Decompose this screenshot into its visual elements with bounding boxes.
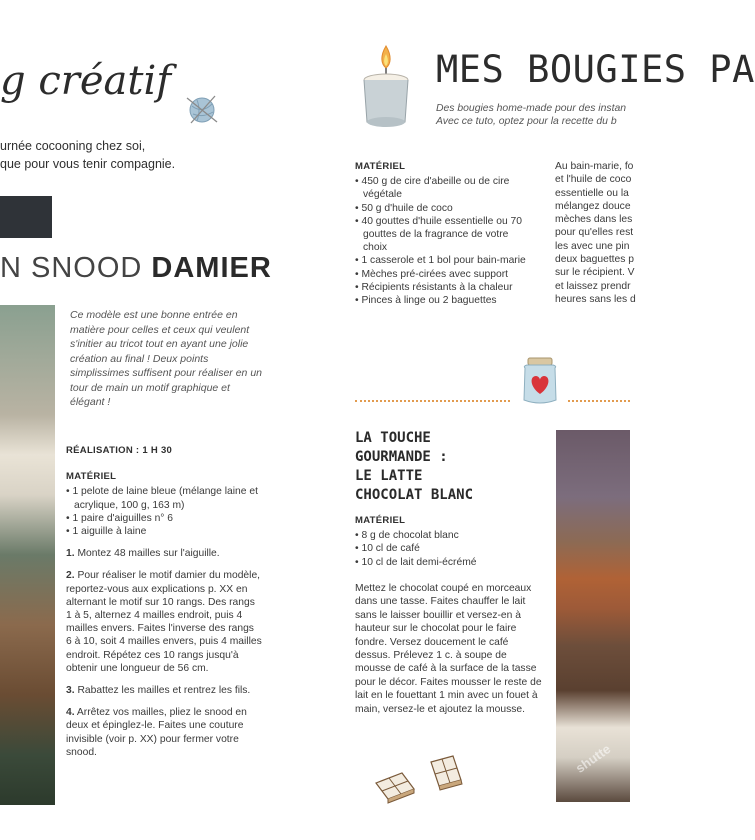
- latte-title-line: LE LATTE: [355, 468, 423, 484]
- list-item: • 10 cl de café: [355, 542, 545, 555]
- snood-title-bold: DAMIER: [151, 252, 272, 284]
- list-item: • Mèches pré-cirées avec support: [355, 268, 535, 281]
- latte-title: [355, 429, 473, 505]
- snood-title-prefix: N SNOOD: [0, 252, 152, 284]
- yarn-ball-icon: [185, 92, 219, 126]
- candle-materiel: [355, 160, 535, 307]
- intro-line: urnée cocooning chez soi,: [0, 139, 146, 153]
- step-text: Montez 48 mailles sur l'aiguille.: [77, 548, 220, 560]
- latte-photo: [556, 430, 630, 802]
- candle-method: [555, 160, 645, 306]
- step-number: 4.: [66, 707, 75, 719]
- left-page-intro: [0, 137, 200, 173]
- step-text: Pour réaliser le motif damier du modèle, reportez-vous aux explications p. XX en alternant le motif sur 10 rangs. Des rangs 1 à 5, alternez 4 mailles endroit, puis 4 mailles envers. Faites l'inverse des rangs 6 à 10, soit 4 mailles envers, puis 4 mailles endroit. Répétez ces 10 rangs jusqu'à obtenir une longueur de 56 cm.: [66, 570, 262, 674]
- chocolate-icon: [372, 767, 418, 805]
- candle-icon: [355, 42, 417, 132]
- list-item: • 1 paire d'aiguilles n° 6: [66, 512, 262, 525]
- list-item: • 50 g d'huile de coco: [355, 202, 535, 215]
- materiel-label: MATÉRIEL: [355, 161, 406, 172]
- list-item: • 450 g de cire d'abeille ou de cire végétale: [355, 175, 535, 201]
- materiel-list: [355, 175, 535, 307]
- materiel-list: [355, 529, 545, 569]
- realisation-time: RÉALISATION : 1 H 30: [66, 445, 173, 456]
- step-number: 1.: [66, 548, 75, 560]
- heart-jar-icon: [519, 356, 561, 406]
- method-line: mélangez douce: [555, 200, 631, 212]
- step-number: 2.: [66, 570, 75, 582]
- list-item: • 1 casserole et 1 bol pour bain-marie: [355, 254, 535, 267]
- section-tab-block: [0, 196, 52, 238]
- right-page-intro: [436, 102, 626, 128]
- intro-line: Des bougies home-made pour des instan: [436, 103, 627, 114]
- step: [66, 569, 262, 675]
- dotted-divider: [355, 400, 510, 402]
- dotted-divider: [568, 400, 630, 402]
- materiel-label: MATÉRIEL: [66, 471, 117, 483]
- latte-title-line: CHOCOLAT BLANC: [355, 487, 474, 503]
- method-line: sur le récipient. V: [555, 267, 635, 279]
- intro-line: que pour vous tenir compagnie.: [0, 157, 176, 171]
- right-page-title: MES BOUGIES PA: [436, 48, 755, 91]
- method-line: et laissez prendr: [555, 280, 631, 292]
- step: [66, 547, 262, 560]
- list-item: • Pinces à linge ou 2 baguettes: [355, 294, 535, 307]
- method-line: pour qu'elles rest: [555, 227, 634, 239]
- method-line: deux baguettes p: [555, 254, 635, 266]
- list-item: • 10 cl de lait demi-écrémé: [355, 556, 545, 569]
- method-line: essentielle ou la: [555, 187, 629, 199]
- step-text: Arrêtez vos mailles, pliez le snood en deux et épinglez-le. Faites une couture invisible (voir p. XX) pour fermer votre snood.: [66, 707, 247, 758]
- chocolate-icon: [425, 752, 467, 792]
- snood-description: Ce modèle est une bonne entrée en matière pour celles et ceux qui veulent s'initier au tricot tout en ayant une jolie création au final ! Deux points simplissimes suffisent pour réaliser en un tour de main un motif graphique et élégant !: [70, 309, 262, 408]
- list-item: • 8 g de chocolat blanc: [355, 529, 545, 542]
- list-item: • 1 aiguille à laine: [66, 525, 262, 538]
- snood-title: [0, 252, 272, 285]
- latte-materiel: [355, 514, 545, 569]
- photo-watermark: shutte: [572, 741, 614, 776]
- list-item: • 40 gouttes d'huile essentielle ou 70 gouttes de la fragrance de votre choix: [355, 215, 535, 255]
- materiel-list: [66, 485, 262, 538]
- list-item: • 1 pelote de laine bleue (mélange laine et acrylique, 100 g, 163 m): [66, 485, 262, 511]
- step-number: 3.: [66, 685, 75, 697]
- step: [66, 684, 262, 697]
- intro-line: Avec ce tuto, optez pour la recette du b: [436, 116, 617, 127]
- latte-title-line: GOURMANDE :: [355, 449, 448, 465]
- left-page-title: g créatif: [0, 58, 172, 104]
- method-line: heures sans les d: [555, 293, 636, 305]
- method-line: et l'huile de coco: [555, 174, 632, 186]
- step: [66, 706, 262, 759]
- materiel-label: MATÉRIEL: [355, 515, 406, 526]
- snood-photo: [0, 305, 55, 805]
- latte-title-line: LA TOUCHE: [355, 430, 431, 446]
- method-line: Au bain-marie, fo: [555, 161, 634, 172]
- method-line: mèches dans les: [555, 214, 633, 226]
- step-text: Rabattez les mailles et rentrez les fils.: [77, 685, 251, 697]
- latte-steps: Mettez le chocolat coupé en morceaux dans une tasse. Faites chauffer le lait sans le laisser bouillir et versez-en à hauteur sur le chocolat pour le faire fondre. Versez doucement le café dessus. Prélevez 1 c. à soupe de mousse de café à la surface de la tasse pour le décor. Faites mousser le reste de lait en le fouettant 1 min avec un fouet à main, versez-le et ajoutez la mousse.: [355, 583, 542, 715]
- list-item: • Récipients résistants à la chaleur: [355, 281, 535, 294]
- snood-instructions: [66, 444, 262, 768]
- method-line: les avec une pin: [555, 240, 630, 252]
